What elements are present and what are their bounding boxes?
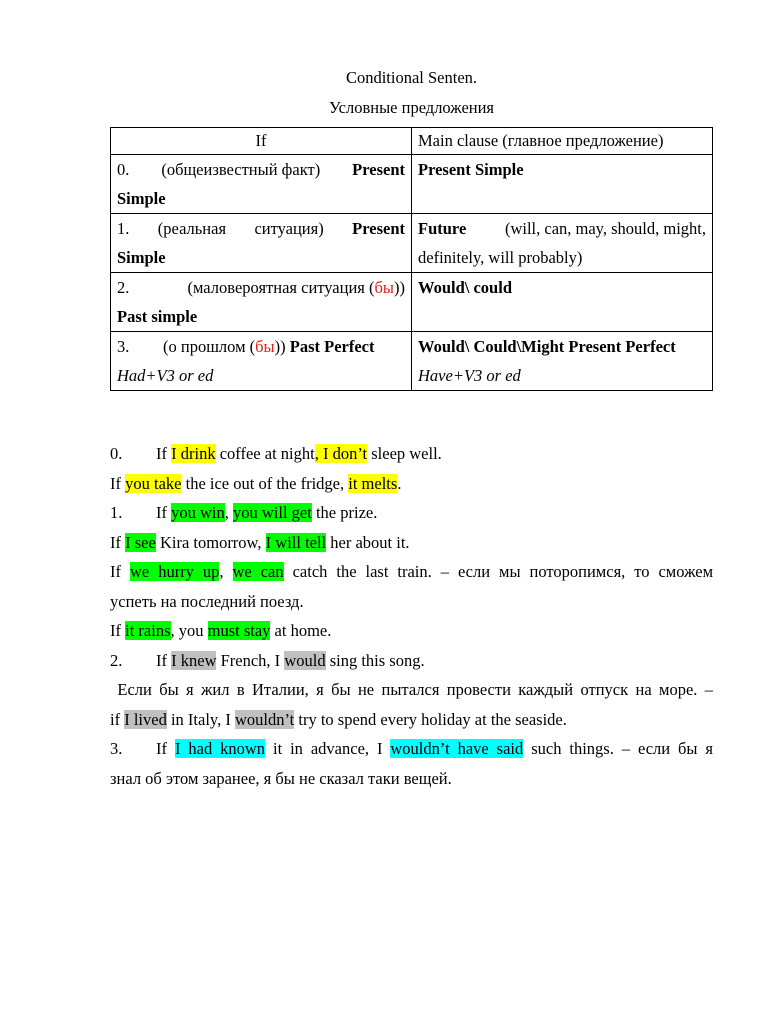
example-0a: 0. If I drink coffee at night, I don’t sleep well. (110, 444, 442, 463)
row-3-main: Would\ Could\Might Present Perfect Have+V3 or ed (412, 332, 713, 391)
row-1-if: 1. (реальная ситуация) Present Simple (111, 214, 412, 273)
conditionals-table (110, 127, 713, 391)
example-1c-cont: успеть на последний поезд. (110, 591, 304, 611)
title-english: Conditional Senten. (345, 68, 478, 87)
examples (110, 439, 713, 793)
title-russian: Условные предложения (328, 98, 495, 117)
row-2-if: 2. (маловероятная ситуация (бы)) Past simple (111, 273, 412, 332)
example-3a-cont: знал об этом заранее, я бы не сказал таки вещей. (110, 768, 452, 788)
table-row (111, 332, 713, 391)
example-2b: if I lived in Italy, I wouldn’t try to spend every holiday at the seaside. (110, 709, 567, 729)
row-0-if: 0. (общеизвестный факт) Present Simple (111, 155, 412, 214)
example-1a: 1. If you win, you will get the prize. (110, 503, 378, 522)
example-0b: If you take the ice out of the fridge, it melts. (110, 473, 402, 493)
row-2-main: Would\ could (412, 273, 713, 332)
header-main-clause: Main clause (главное предложение) (412, 128, 713, 155)
row-1-main: Future (will, can, may, should, might, definitely, will probably) (412, 214, 713, 273)
row-0-main: Present Simple (412, 155, 713, 214)
table-header-row (111, 128, 713, 155)
example-2b-russian: Если бы я жил в Италии, я бы не пытался провести каждый отпуск на море. – (117, 680, 714, 699)
table-row (111, 214, 713, 273)
example-3a: 3. If I had known it in advance, I wouldn’t have said such things. – если бы я (110, 739, 714, 758)
example-1b: If I see Kira tomorrow, I will tell her about it. (110, 532, 410, 552)
table-row (111, 273, 713, 332)
example-2a: 2. If I knew French, I would sing this song. (110, 650, 425, 670)
example-1d: If it rains, you must stay at home. (110, 621, 332, 640)
row-3-if: 3. (о прошлом (бы)) Past Perfect Had+V3 or ed (111, 332, 412, 391)
example-1c: If we hurry up, we can catch the last train. – если мы поторопимся, то сможем (110, 562, 714, 581)
table-row (111, 155, 713, 214)
header-if: If (111, 128, 412, 155)
